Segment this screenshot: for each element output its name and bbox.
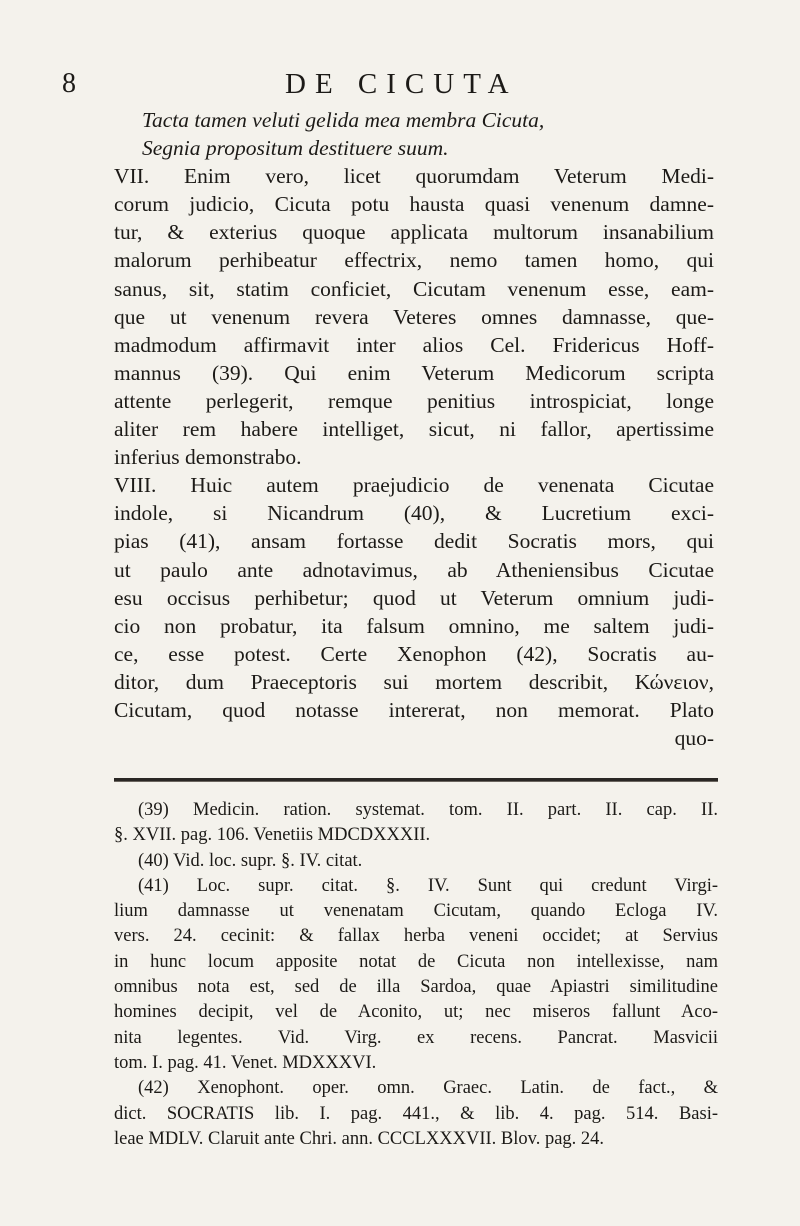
- footnote-line: (40) Vid. loc. supr. §. IV. citat.: [138, 850, 363, 871]
- footnote-line: (42) Xenophont. oper. omn. Graec. Latin. de fact., &: [138, 1078, 718, 1099]
- footnote-line: §. XVII. pag. 106. Venetiis MDCDXXXII.: [114, 825, 431, 846]
- text-line: cio non probatur, ita falsum omnino, me saltem judi-: [114, 613, 714, 638]
- footnote-line: (41) Loc. supr. citat. §. IV. Sunt qui credunt Virgi-: [138, 875, 718, 896]
- footnote-line: homines decipit, vel de Aconito, ut; nec miseros fallunt Aco-: [114, 1002, 718, 1023]
- text-line: aliter rem habere intelliget, sicut, ni fallor, apertissime: [114, 417, 714, 442]
- footnote-line: in hunc locum apposite notat de Cicuta non intellexisse, nam: [114, 951, 718, 972]
- text-line: Cicutam, quod notasse intererat, non memorat. Plato: [114, 697, 714, 722]
- running-title: DE CICUTA: [285, 68, 518, 100]
- text-line: malorum perhibeatur effectrix, nemo tamen homo, qui: [114, 248, 714, 273]
- text-line: VII. Enim vero, licet quorumdam Veterum Medi-: [114, 164, 714, 189]
- text-line: madmodum affirmavit inter alios Cel. Fridericus Hoff-: [114, 332, 714, 357]
- text-line: corum judicio, Cicuta potu hausta quasi venenum damne-: [114, 192, 714, 217]
- footnote-rule: [114, 778, 718, 782]
- text-line: sanus, sit, statim conficiet, Cicutam venenum esse, eam-: [114, 276, 714, 301]
- footnote-line: (39) Medicin. ration. systemat. tom. II. part. II. cap. II.: [138, 800, 718, 820]
- text-line: ditor, dum Praeceptoris sui mortem describit, Κώνειον,: [114, 669, 714, 694]
- text-line: esu occisus perhibetur; quod ut Veterum omnium judi-: [114, 585, 714, 610]
- text-line: indole, si Nicandrum (40), & Lucretium exci-: [114, 501, 714, 526]
- running-head: [62, 68, 652, 108]
- verse-line: Segnia propositum destituere suum.: [142, 136, 449, 161]
- footnote-line: dict. SOCRATIS lib. I. pag. 441., & lib. 4. pag. 514. Basi-: [114, 1103, 718, 1124]
- footnote-line: tom. I. pag. 41. Venet. MDXXXVI.: [114, 1052, 377, 1073]
- main-text: [114, 106, 714, 752]
- catchword: quo-: [674, 726, 714, 751]
- verse-line: Tacta tamen veluti gelida mea membra Cicuta,: [142, 108, 545, 132]
- footnote-line: lium damnasse ut venenatam Cicutam, quando Ecloga IV.: [114, 901, 718, 922]
- footnote-line: vers. 24. cecinit: & fallax herba veneni occidet; at Servius: [114, 926, 718, 947]
- text-line: mannus (39). Qui enim Veterum Medicorum scripta: [114, 360, 714, 385]
- footnote-line: omnibus nota est, sed de illa Sardoa, quae Apiastri similitudine: [114, 977, 718, 998]
- footnote-line: leae MDLV. Claruit ante Chri. ann. CCCLXXXVII. Blov. pag. 24.: [114, 1128, 605, 1149]
- text-line: que ut venenum revera Veteres omnes damnasse, que-: [114, 304, 714, 329]
- text-line: inferius demonstrabo.: [114, 445, 302, 470]
- text-line: VIII. Huic autem praejudicio de venenata Cicutae: [114, 473, 714, 498]
- text-line: ut paulo ante adnotavimus, ab Atheniensibus Cicutae: [114, 557, 714, 582]
- page-number: 8: [62, 68, 77, 99]
- text-line: pias (41), ansam fortasse dedit Socratis mors, qui: [114, 529, 714, 554]
- text-line: attente perlegerit, remque penitius introspiciat, longe: [114, 388, 714, 413]
- footnotes: [114, 798, 718, 1152]
- text-line: tur, & exterius quoque applicata multorum insanabilium: [114, 220, 714, 245]
- text-line: ce, esse potest. Certe Xenophon (42), Socratis au-: [114, 641, 714, 666]
- footnote-line: nita legentes. Vid. Virg. ex recens. Pancrat. Masvicii: [114, 1027, 718, 1048]
